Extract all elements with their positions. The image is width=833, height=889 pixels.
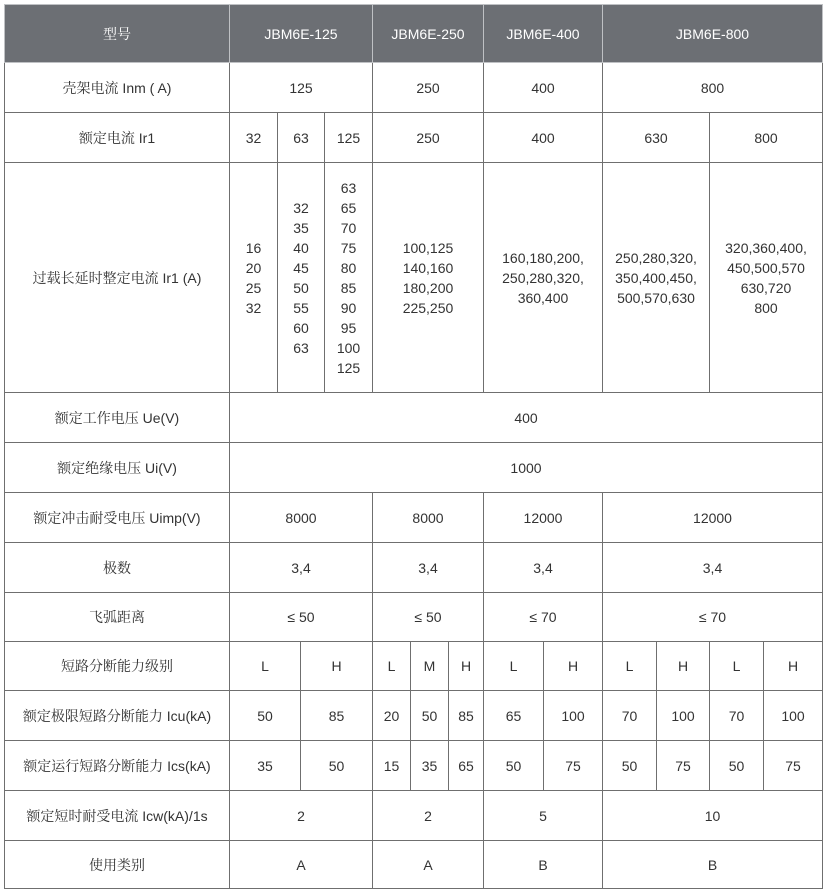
list-item: 140,160 bbox=[402, 259, 454, 276]
cell: 3,4 bbox=[603, 543, 823, 593]
list-item: 320,360,400, bbox=[725, 239, 807, 256]
row-category bbox=[5, 841, 823, 889]
cell: 3,4 bbox=[230, 543, 373, 593]
value-list bbox=[373, 238, 483, 318]
row-poles bbox=[5, 543, 823, 593]
list-item: 250,280,320, bbox=[615, 249, 697, 266]
cell: H bbox=[449, 642, 484, 691]
value-list bbox=[710, 238, 822, 318]
cell: L bbox=[484, 642, 544, 691]
list-item: 90 bbox=[340, 299, 357, 316]
value-list bbox=[230, 238, 277, 318]
row-label: 极数 bbox=[5, 543, 230, 593]
list-item: 32 bbox=[293, 199, 309, 216]
model-jbm6e-125: JBM6E-125 bbox=[230, 5, 373, 63]
cell: 100 bbox=[764, 691, 823, 741]
cell: ≤ 50 bbox=[230, 593, 373, 642]
cell: 800 bbox=[710, 113, 823, 163]
overload-list-32 bbox=[230, 163, 278, 393]
list-item: 180,200 bbox=[402, 279, 454, 296]
cell: 100 bbox=[544, 691, 603, 741]
value-list bbox=[603, 248, 709, 308]
list-item: 125 bbox=[336, 359, 361, 376]
cell: 35 bbox=[411, 741, 449, 791]
cell: 75 bbox=[657, 741, 710, 791]
cell: 50 bbox=[411, 691, 449, 741]
cell: B bbox=[603, 841, 823, 889]
list-item: 630,720 bbox=[740, 279, 792, 296]
row-frame-current bbox=[5, 63, 823, 113]
cell: 50 bbox=[301, 741, 373, 791]
list-item: 63 bbox=[293, 339, 309, 356]
cell: ≤ 70 bbox=[603, 593, 823, 642]
cell: 85 bbox=[449, 691, 484, 741]
cell: M bbox=[411, 642, 449, 691]
cell: 5 bbox=[484, 791, 603, 841]
cell: 50 bbox=[230, 691, 301, 741]
spec-table bbox=[4, 4, 823, 889]
list-item: 70 bbox=[340, 219, 357, 236]
overload-list-800 bbox=[710, 163, 823, 393]
cell: 20 bbox=[373, 691, 411, 741]
list-item: 800 bbox=[754, 299, 778, 316]
value-list bbox=[325, 178, 372, 378]
row-label: 额定极限短路分断能力 Icu(kA) bbox=[5, 691, 230, 741]
cell: 3,4 bbox=[484, 543, 603, 593]
list-item: 85 bbox=[340, 279, 357, 296]
row-label: 额定绝缘电压 Ui(V) bbox=[5, 443, 230, 493]
cell: 15 bbox=[373, 741, 411, 791]
cell: 35 bbox=[230, 741, 301, 791]
cell: 1000 bbox=[230, 443, 823, 493]
cell: 70 bbox=[603, 691, 657, 741]
row-breaking-level bbox=[5, 642, 823, 691]
cell: 125 bbox=[230, 63, 373, 113]
model-label: 型号 bbox=[5, 5, 230, 63]
overload-list-630 bbox=[603, 163, 710, 393]
cell: 32 bbox=[230, 113, 278, 163]
cell: 63 bbox=[278, 113, 325, 163]
list-item: 55 bbox=[293, 299, 309, 316]
list-item: 16 bbox=[245, 239, 262, 256]
row-label: 额定运行短路分断能力 Ics(kA) bbox=[5, 741, 230, 791]
row-arc-distance bbox=[5, 593, 823, 642]
model-jbm6e-400: JBM6E-400 bbox=[484, 5, 603, 63]
list-item: 350,400,450, bbox=[615, 269, 697, 286]
row-ics bbox=[5, 741, 823, 791]
row-ue bbox=[5, 393, 823, 443]
row-overload-setting bbox=[5, 163, 823, 393]
cell: A bbox=[230, 841, 373, 889]
value-list bbox=[278, 198, 324, 358]
row-ui bbox=[5, 443, 823, 493]
cell: 65 bbox=[449, 741, 484, 791]
list-item: 50 bbox=[293, 279, 309, 296]
cell: 75 bbox=[544, 741, 603, 791]
list-item: 80 bbox=[340, 259, 357, 276]
row-icw bbox=[5, 791, 823, 841]
cell: 2 bbox=[230, 791, 373, 841]
list-item: 32 bbox=[245, 299, 262, 316]
cell: 250 bbox=[373, 113, 484, 163]
cell: 100 bbox=[657, 691, 710, 741]
cell: 10 bbox=[603, 791, 823, 841]
list-item: 40 bbox=[293, 239, 309, 256]
cell: L bbox=[373, 642, 411, 691]
row-label: 额定工作电压 Ue(V) bbox=[5, 393, 230, 443]
list-item: 250,280,320, bbox=[502, 269, 584, 286]
cell: L bbox=[710, 642, 764, 691]
list-item: 45 bbox=[293, 259, 309, 276]
model-jbm6e-800: JBM6E-800 bbox=[603, 5, 823, 63]
list-item: 63 bbox=[340, 179, 357, 196]
cell: H bbox=[764, 642, 823, 691]
list-item: 100,125 bbox=[402, 239, 454, 256]
cell: 2 bbox=[373, 791, 484, 841]
cell: 630 bbox=[603, 113, 710, 163]
cell: 8000 bbox=[230, 493, 373, 543]
cell: H bbox=[657, 642, 710, 691]
row-uimp bbox=[5, 493, 823, 543]
cell: 85 bbox=[301, 691, 373, 741]
cell: 125 bbox=[325, 113, 373, 163]
cell: 250 bbox=[373, 63, 484, 113]
list-item: 450,500,570 bbox=[727, 259, 805, 276]
row-label: 额定冲击耐受电压 Uimp(V) bbox=[5, 493, 230, 543]
cell: 75 bbox=[764, 741, 823, 791]
model-jbm6e-250: JBM6E-250 bbox=[373, 5, 484, 63]
cell: ≤ 50 bbox=[373, 593, 484, 642]
overload-list-250 bbox=[373, 163, 484, 393]
row-label: 使用类别 bbox=[5, 841, 230, 889]
cell: 12000 bbox=[603, 493, 823, 543]
list-item: 35 bbox=[293, 219, 309, 236]
list-item: 360,400 bbox=[517, 289, 569, 306]
row-icu bbox=[5, 691, 823, 741]
list-item: 225,250 bbox=[402, 299, 454, 316]
list-item: 100 bbox=[336, 339, 361, 356]
row-rated-current bbox=[5, 113, 823, 163]
list-item: 65 bbox=[340, 199, 357, 216]
list-item: 60 bbox=[293, 319, 309, 336]
cell: B bbox=[484, 841, 603, 889]
overload-list-400 bbox=[484, 163, 603, 393]
header-row bbox=[5, 5, 823, 63]
overload-list-63 bbox=[278, 163, 325, 393]
cell: 800 bbox=[603, 63, 823, 113]
list-item: 75 bbox=[340, 239, 357, 256]
row-label: 壳架电流 Inm ( A) bbox=[5, 63, 230, 113]
list-item: 20 bbox=[245, 259, 262, 276]
list-item: 160,180,200, bbox=[502, 249, 584, 266]
cell: 70 bbox=[710, 691, 764, 741]
cell: 65 bbox=[484, 691, 544, 741]
row-label: 额定短时耐受电流 Icw(kA)/1s bbox=[5, 791, 230, 841]
cell: 50 bbox=[603, 741, 657, 791]
cell: H bbox=[301, 642, 373, 691]
cell: 3,4 bbox=[373, 543, 484, 593]
row-label: 飞弧距离 bbox=[5, 593, 230, 642]
cell: L bbox=[230, 642, 301, 691]
cell: 50 bbox=[484, 741, 544, 791]
cell: ≤ 70 bbox=[484, 593, 603, 642]
row-label: 额定电流 Ir1 bbox=[5, 113, 230, 163]
cell: H bbox=[544, 642, 603, 691]
list-item: 95 bbox=[340, 319, 357, 336]
cell: A bbox=[373, 841, 484, 889]
cell: 400 bbox=[484, 113, 603, 163]
overload-list-125 bbox=[325, 163, 373, 393]
value-list bbox=[484, 248, 602, 308]
cell: 12000 bbox=[484, 493, 603, 543]
cell: L bbox=[603, 642, 657, 691]
list-item: 500,570,630 bbox=[617, 289, 695, 306]
cell: 400 bbox=[484, 63, 603, 113]
cell: 400 bbox=[230, 393, 823, 443]
cell: 8000 bbox=[373, 493, 484, 543]
row-label: 短路分断能力级别 bbox=[5, 642, 230, 691]
cell: 50 bbox=[710, 741, 764, 791]
list-item: 25 bbox=[245, 279, 262, 296]
row-label: 过载长延时整定电流 Ir1 (A) bbox=[5, 163, 230, 393]
